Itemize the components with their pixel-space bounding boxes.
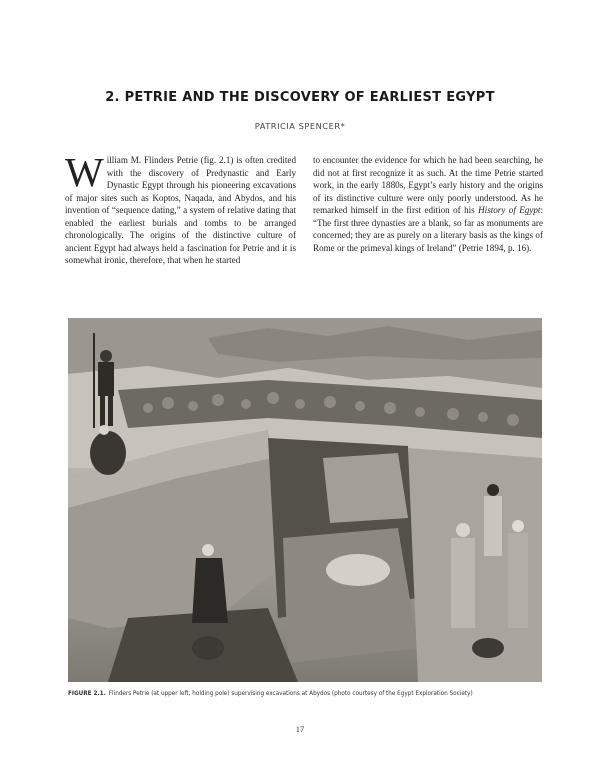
right-column-text-start: to encounter the evidence for which he had been searching, he did not at first recognize it as such. At the time Petrie started work, in the early 1880s, Egypt’s early history and the origins of its distinctive culture were only poorly understood. As he remarked himself in the first edition of his: [313, 155, 543, 215]
body-column-right: [313, 154, 543, 254]
chapter-author: PATRICIA SPENCER*: [254, 121, 346, 131]
drop-cap: W: [65, 149, 104, 195]
right-column-text-end: : “The first three dynasties are a blank, so far as monuments are concerned; they are as purely on a literary basis as the kings of Rome or the primeval kings of Ireland” (Petrie 1894, p. 16).: [313, 205, 543, 253]
figure-caption: [68, 690, 542, 698]
body-column-left: [65, 149, 296, 267]
left-column-text: illiam M. Flinders Petrie (fig. 2.1) is often credited with the discovery of Predynastic and Early Dynastic Egypt through his pioneering excavations of major sites such as Koptos, Naqada, and Abydos, and his invention of “sequence dating,” a system of relative dating that enabled the earliest burials and tombs to be arranged chronologically. The origins of the distinctive culture of ancient Egypt had always held a fascination for Petrie and it is somewhat ironic, therefore, that when he started: [65, 155, 296, 265]
excavation-photo: [68, 318, 542, 682]
figure-caption-text: Flinders Petrie (at upper left, holding pole) supervising excavations at Abydos (photo courtesy of the Egypt Exploration Society): [108, 691, 473, 697]
book-title: History of Egypt: [478, 205, 541, 215]
figure-label: FIGURE 2.1.: [68, 691, 106, 697]
page-number: 17: [295, 724, 305, 734]
chapter-title: 2. PETRIE AND THE DISCOVERY OF EARLIEST EGYPT: [105, 90, 495, 105]
